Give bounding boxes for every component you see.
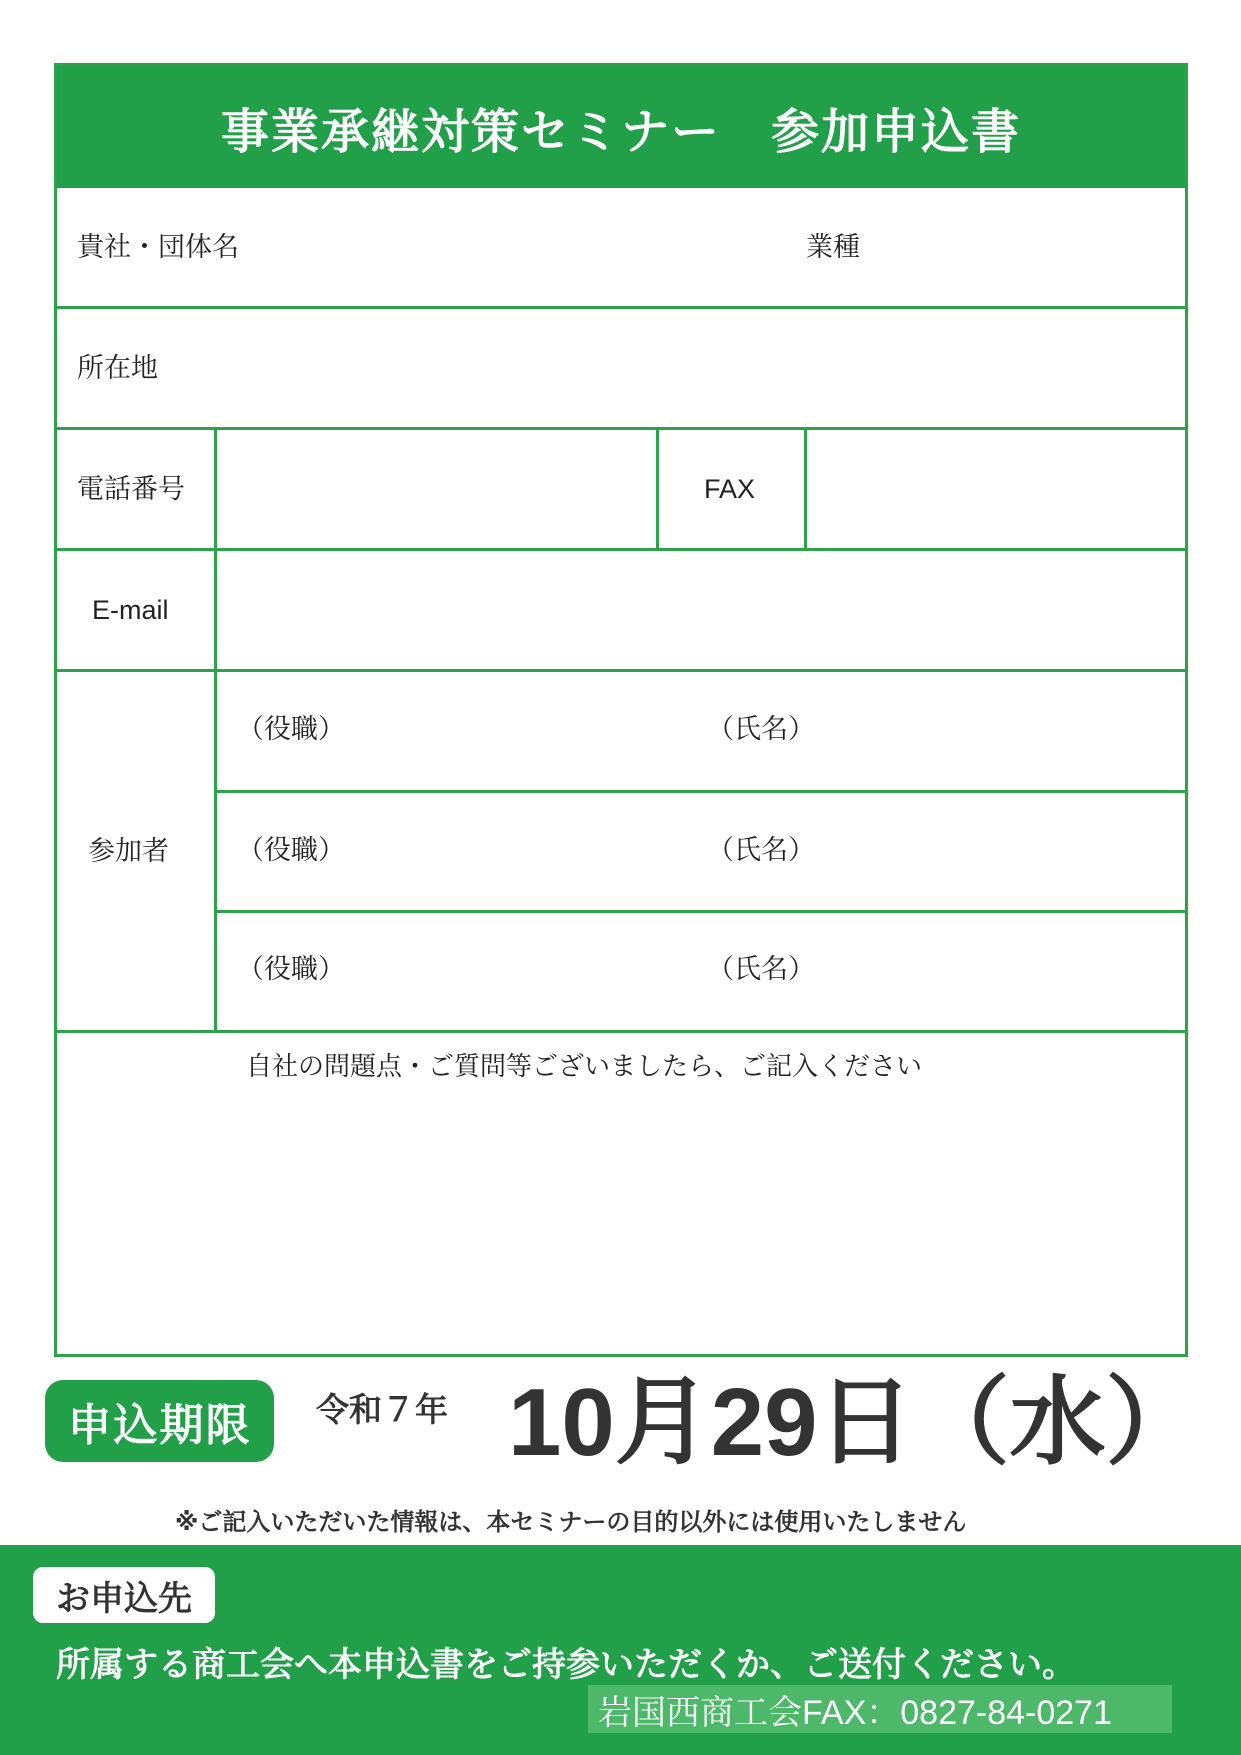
deadline-date: 10月29日（水） — [508, 1369, 1202, 1476]
deadline-label: 申込期限 — [67, 1400, 252, 1451]
participant-position-label: （役職） — [237, 835, 345, 866]
participant-position-label: （役職） — [237, 714, 345, 745]
participant-name-label: （氏名） — [707, 954, 815, 985]
destination-label: お申込先 — [56, 1578, 192, 1619]
questions-prompt: 自社の問題点・ご質問等ございましたら、ご記入ください — [246, 1052, 923, 1082]
footer-band — [0, 1545, 1241, 1755]
fax-contact: 岩国西商工会FAX：0827-84-0271 — [598, 1693, 1112, 1732]
participant-position-label: （役職） — [237, 954, 345, 985]
industry-label: 業種 — [806, 232, 860, 263]
phone-field[interactable] — [217, 430, 656, 548]
participant-name-label: （氏名） — [707, 835, 815, 866]
form-title-bar — [57, 66, 1185, 188]
participants-label: 参加者 — [88, 836, 169, 867]
submission-instruction: 所属する商工会へ本申込書をご持参いただくか、ご送付ください。 — [56, 1645, 1076, 1685]
questions-textarea[interactable] — [57, 1096, 1185, 1354]
fax-field[interactable] — [807, 430, 1188, 548]
company-name-label: 貴社・団体名 — [77, 232, 239, 263]
destination-badge — [33, 1567, 215, 1623]
participant-row-1-field[interactable] — [217, 672, 1188, 790]
deadline-era: 令和７年 — [316, 1390, 448, 1429]
deadline-badge — [45, 1380, 274, 1462]
participant-name-label: （氏名） — [707, 714, 815, 745]
phone-label: 電話番号 — [77, 474, 185, 505]
fax-label: FAX — [704, 474, 756, 504]
privacy-notice: ※ご記入いただいた情報は、本セミナーの目的以外には使用いたしません — [175, 1508, 967, 1536]
form-title: 事業承継対策セミナー 参加申込書 — [220, 103, 1021, 160]
email-label: E-mail — [92, 595, 169, 625]
column-divider — [656, 427, 659, 551]
fax-contact-box — [588, 1685, 1172, 1733]
participant-row-3-field[interactable] — [217, 913, 1188, 1030]
address-field[interactable] — [57, 309, 1188, 427]
address-label: 所在地 — [77, 353, 158, 384]
participant-row-2-field[interactable] — [217, 793, 1188, 910]
application-form — [54, 63, 1188, 1357]
email-field[interactable] — [217, 551, 1188, 669]
row-divider — [57, 1030, 1185, 1033]
